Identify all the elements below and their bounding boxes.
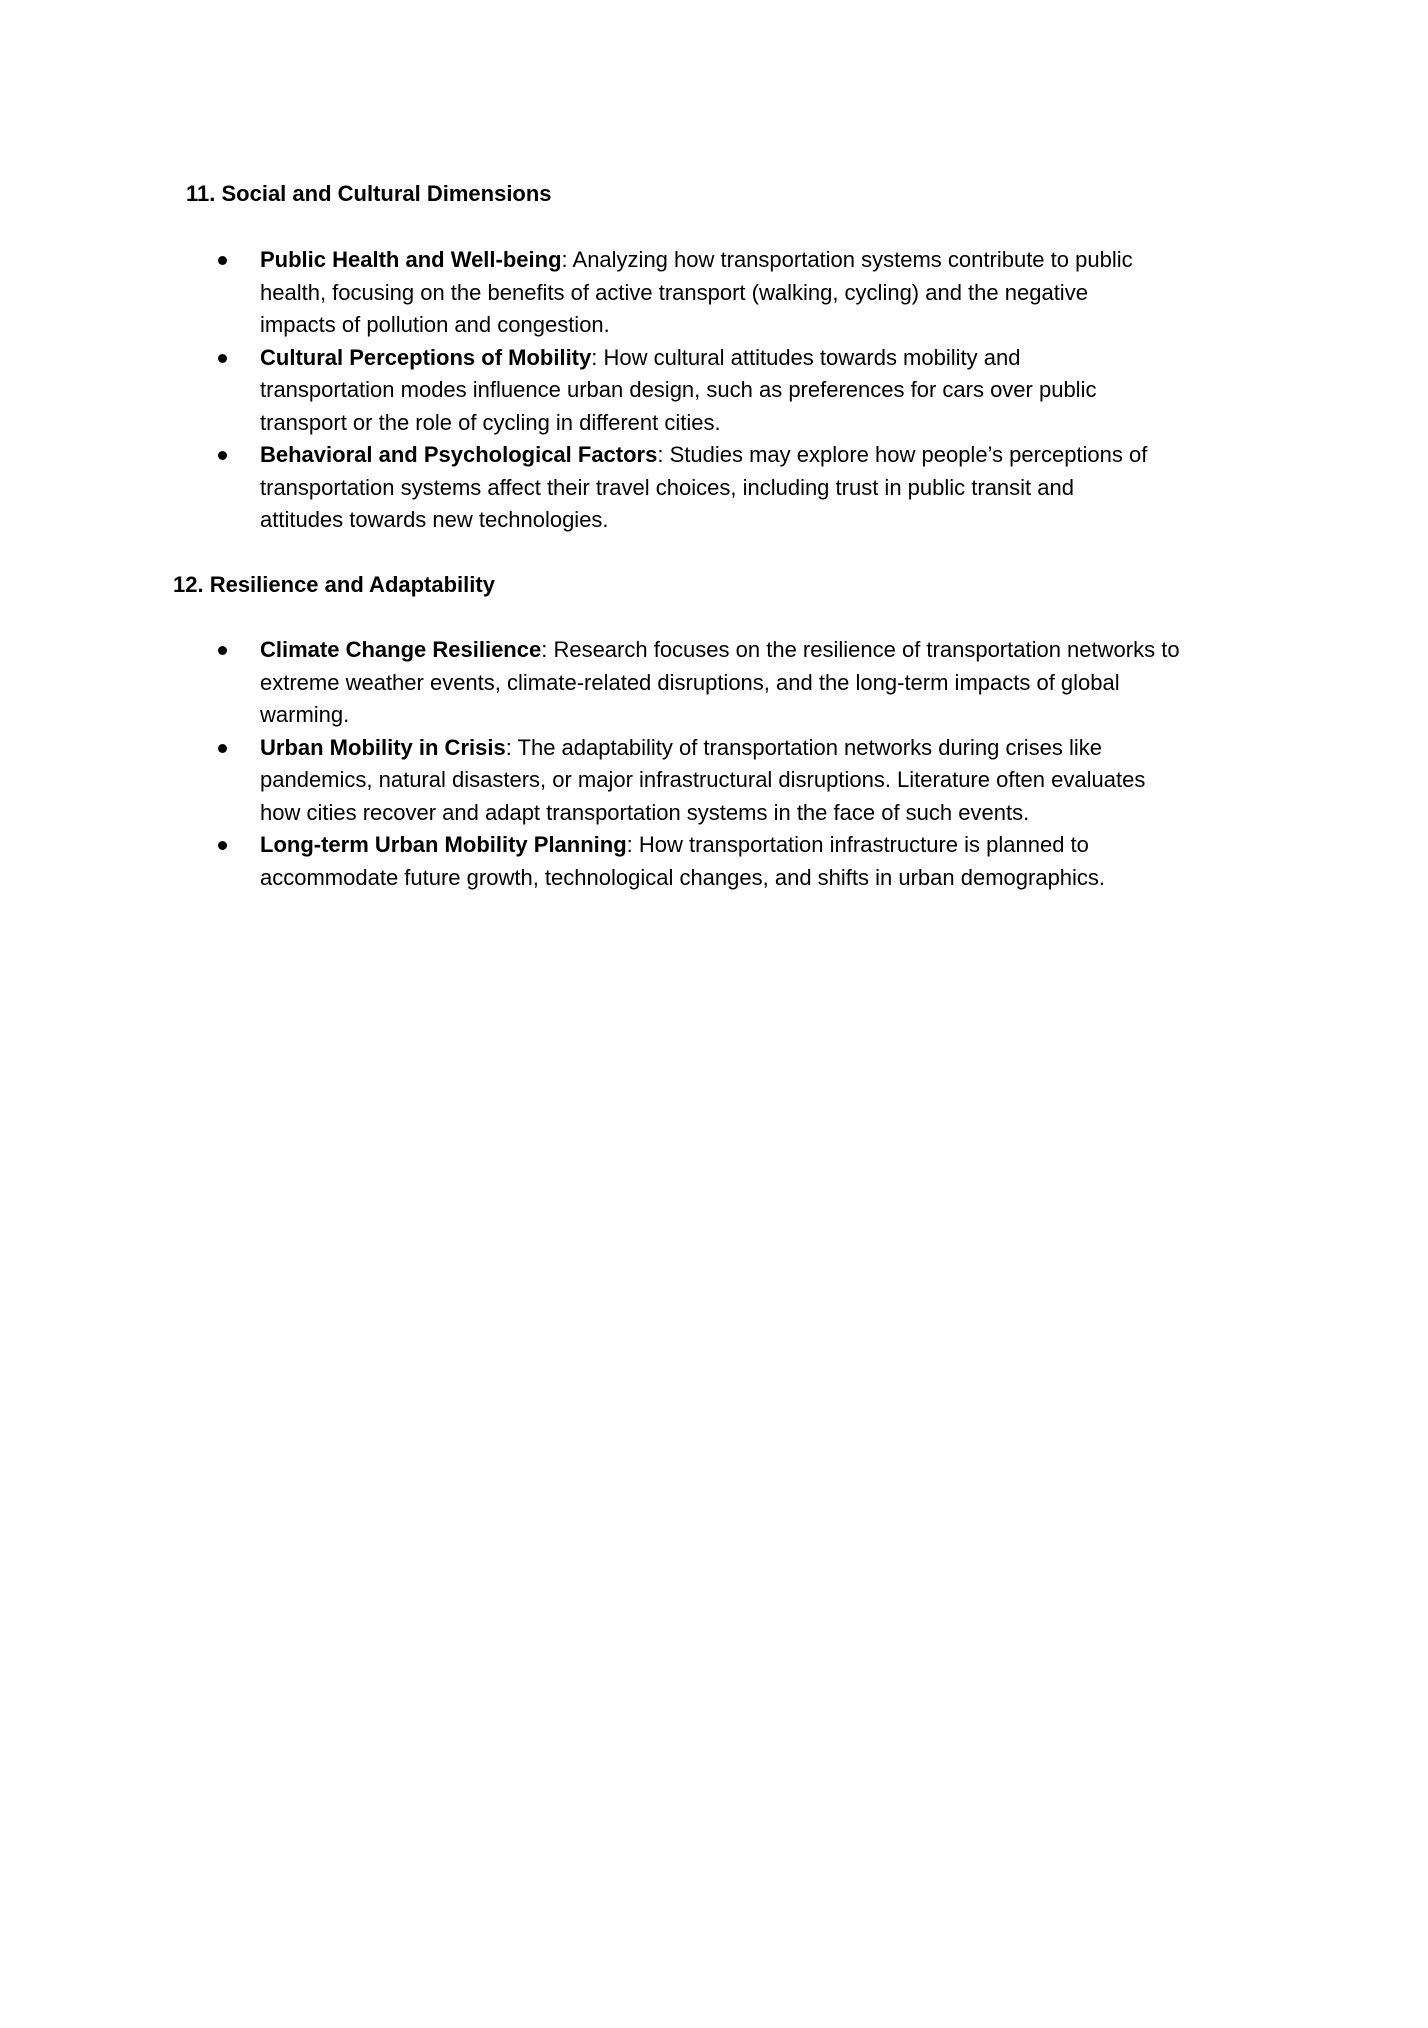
section-heading-resilience: 12. Resilience and Adaptability: [173, 572, 495, 597]
list-item-line: transportation modes influence urban design, such as preferences for cars over public: [260, 377, 1097, 402]
bullet-icon: [218, 841, 227, 850]
list-item-line: health, focusing on the benefits of active transport (walking, cycling) and the negative: [260, 279, 1088, 305]
list-item: [0, 634, 1180, 732]
list-item-line: : How cultural attitudes towards mobility and: [591, 344, 1021, 370]
bullet-list-social-cultural: [0, 244, 1148, 537]
bullet-icon: [218, 646, 227, 655]
list-item: [0, 244, 1133, 342]
list-item-term: Urban Mobility in Crisis: [260, 734, 506, 760]
section-heading-social-cultural: 11. Social and Cultural Dimensions: [186, 181, 552, 206]
list-item-term: Cultural Perceptions of Mobility: [260, 344, 592, 370]
list-item-line: extreme weather events, climate-related disruptions, and the long-term impacts of global: [260, 669, 1120, 695]
list-item-line: pandemics, natural disasters, or major infrastructural disruptions. Literature often evaluates: [260, 767, 1146, 792]
bullet-list-resilience: [0, 634, 1180, 894]
list-item: [0, 829, 1106, 894]
list-item-line: : The adaptability of transportation networks during crises like: [505, 734, 1103, 760]
list-item-line: how cities recover and adapt transportation systems in the face of such events.: [260, 799, 1030, 825]
list-item: [0, 342, 1097, 440]
list-item-term: Public Health and Well-being: [260, 247, 562, 272]
list-item-line: : How transportation infrastructure is planned to: [626, 832, 1089, 857]
bullet-icon: [218, 354, 227, 363]
list-item-text: [260, 634, 1260, 732]
list-item-term: Climate Change Resilience: [260, 637, 542, 662]
bullet-icon: [218, 451, 227, 460]
list-item-line: : Research focuses on the resilience of transportation networks to: [541, 637, 1180, 662]
bullet-icon: [218, 744, 227, 753]
list-item-text: [260, 829, 1260, 894]
bullet-icon: [218, 256, 227, 265]
list-item-term: Behavioral and Psychological Factors: [260, 442, 658, 467]
list-item: [0, 439, 1148, 537]
list-item-text: [260, 244, 1260, 342]
list-item-text: [260, 342, 1260, 440]
list-item-text: [260, 439, 1260, 537]
list-item-line: attitudes towards new technologies.: [260, 507, 609, 532]
list-item-line: accommodate future growth, technological changes, and shifts in urban demographics.: [260, 864, 1106, 890]
list-item-line: impacts of pollution and congestion.: [260, 312, 610, 337]
list-item-line: warming.: [260, 702, 350, 727]
list-item-line: transport or the role of cycling in different cities.: [260, 409, 721, 435]
list-item: [0, 732, 1146, 830]
list-item-term: Long-term Urban Mobility Planning: [260, 832, 627, 857]
list-item-line: : Analyzing how transportation systems contribute to public: [561, 247, 1133, 272]
list-item-line: transportation systems affect their travel choices, including trust in public transit and: [260, 474, 1074, 500]
list-item-text: [260, 732, 1260, 830]
list-item-line: : Studies may explore how people’s perceptions of: [657, 442, 1148, 467]
